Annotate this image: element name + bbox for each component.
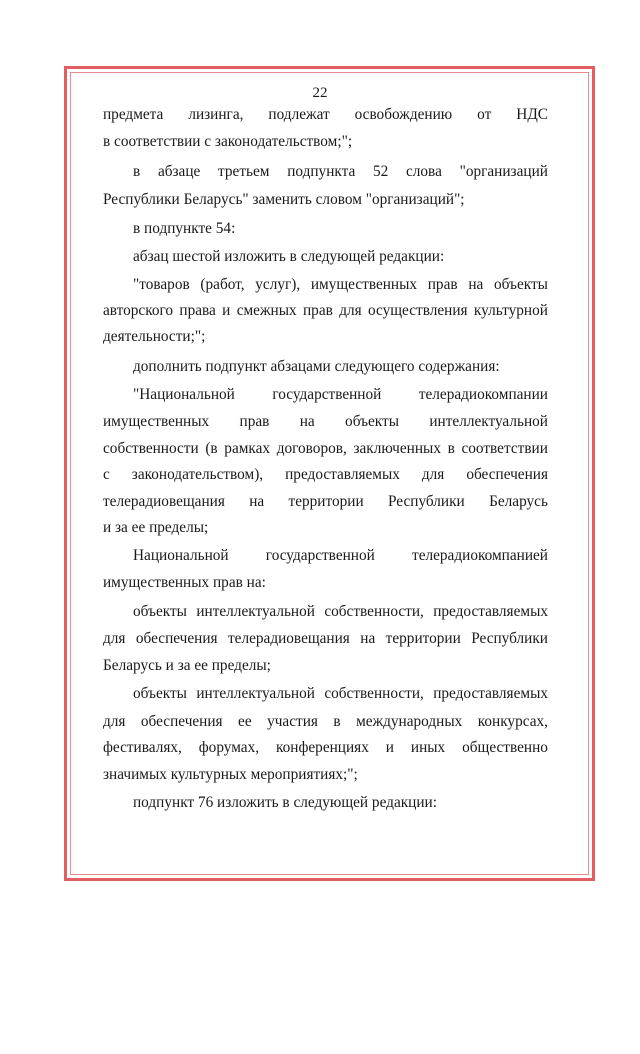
word: на [249,493,265,510]
word: конференциях [275,739,369,756]
word: "организаций [459,163,548,180]
word: авторского [103,302,174,319]
word: рамках [224,440,271,457]
word: иных [410,739,446,756]
word: осуществления [368,302,468,319]
word: имущественных [103,413,210,430]
text-line: в подпункте 54: [133,220,236,237]
word: подпункта [287,163,356,180]
word: для [103,630,126,647]
word: участия [267,713,318,730]
word: телерадиокомпании [418,386,548,403]
text-line: подпункт 76 изложить в следующей редакции: [133,794,437,811]
word: форумах, [198,739,260,756]
word: подлежат [268,106,330,123]
word: лизинга, [188,106,244,123]
word: территории [385,630,461,647]
word: и [385,739,394,756]
word: предоставляемых [433,603,548,620]
word: Республики [471,630,548,647]
word: права [179,302,216,319]
word: "товаров [133,276,190,293]
text-line [103,629,548,649]
word: на [360,630,376,647]
text-line: в соответствии с законодательством;"; [103,133,353,150]
word: освобождению [354,106,453,123]
text-line [133,684,548,704]
text-line: Беларусь и за ее пределы; [103,657,271,674]
text-line [133,162,548,182]
word: фестивалях, [103,739,182,756]
text-line: значимых культурных мероприятиях;"; [103,766,358,783]
word: прав [303,302,333,319]
word: обеспечения [466,466,548,483]
word: с [103,466,110,483]
word: обеспечения [140,713,223,730]
word: объекты [494,276,548,293]
word: общественно [462,739,548,756]
text-line [133,275,548,295]
word: предмета [103,106,164,123]
word: интеллектуальной [196,603,315,620]
word: на [468,276,484,293]
text-line [103,105,548,125]
word: телерадиовещания [103,493,225,510]
text-line [103,492,548,512]
word: предоставляемых [433,685,548,702]
text-line [133,385,548,405]
word: в [333,713,341,730]
word: Республики [388,493,465,510]
word: от [477,106,492,123]
word: телерадиовещания [227,630,350,647]
word: слова [405,163,442,180]
word: заключенных [353,440,441,457]
word: для [339,302,362,319]
word: государственной [272,386,382,403]
text-line: абзац шестой изложить в следующей редакции: [133,248,445,265]
word: в [133,163,141,180]
word: собственности [103,440,199,457]
word: на [299,413,315,430]
word: (в [205,440,218,457]
word: 52 [372,163,389,180]
word: международных [356,713,463,730]
word: и [222,302,231,319]
word: конкурсах, [477,713,548,730]
word: предоставляемых [285,466,400,483]
word: для [103,713,126,730]
word: культурной [473,302,548,319]
word: собственности, [324,685,424,702]
word: (работ, [200,276,245,293]
word: обеспечения [135,630,218,647]
word: собственности, [324,603,424,620]
word: НДС [516,106,548,123]
word: смежных [236,302,297,319]
text-line [103,412,548,432]
text-line [103,712,548,732]
word: третьем [218,163,270,180]
text-line: Республики Беларусь" заменить словом "организаций"; [103,191,465,208]
word: объекты [133,603,187,620]
text-line [133,546,548,566]
word: абзаце [157,163,201,180]
word: услуг), [255,276,301,293]
word: ее [238,713,252,730]
text-line [133,602,548,622]
word: объекты [133,685,187,702]
word: соответствии [461,440,548,457]
text-line [103,439,548,459]
word: телерадиокомпанией [412,547,548,564]
text-line: деятельности;"; [103,328,206,345]
word: прав [239,413,270,430]
text-line: имущественных прав на: [103,574,266,591]
page-number: 22 [312,85,328,101]
word: "Национальной [133,386,235,403]
word: для [421,466,445,483]
text-line [103,465,548,485]
word: интеллектуальной [429,413,548,430]
word: объекты [345,413,399,430]
word: имущественных [310,276,418,293]
word: договоров, [276,440,347,457]
word: в [447,440,455,457]
text-line [103,301,548,321]
word: Беларусь [489,493,548,510]
text-line: дополнить подпункт абзацами следующего содержания: [133,358,500,375]
word: законодательством), [131,466,264,483]
word: государственной [265,547,375,564]
word: Национальной [133,547,229,564]
word: прав [427,276,458,293]
word: территории [288,493,364,510]
text-line: и за ее пределы; [103,519,209,536]
word: интеллектуальной [196,685,315,702]
text-line [103,738,548,758]
